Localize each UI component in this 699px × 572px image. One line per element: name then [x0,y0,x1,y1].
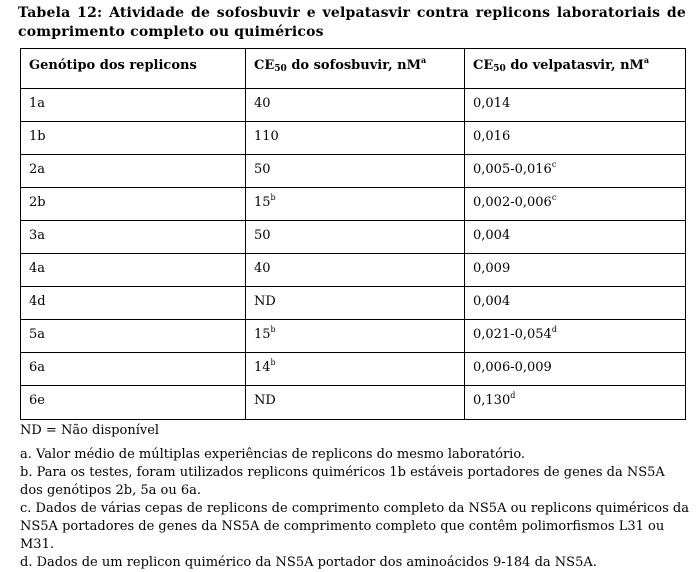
table-row [21,287,686,320]
velpatasvir-cell: 0,021-0,054$^d$ [465,320,686,353]
header-velpatasvir: $CE_{50}$ do velpatasvir, $nM^a$ [465,49,686,89]
table-row [21,122,686,155]
velpatasvir-cell: 0,004 [465,287,686,320]
footnote-b: b. Para os testes, foram utilizados replicons quiméricos 1b estáveis portadores de genes da NS5A dos genótipos 2b, 5a ou 6a. [20,465,665,498]
velpatasvir-cell: 0,016 [465,122,686,155]
table-row [21,254,686,287]
footnote-c: c. Dados de várias cepas de replicons de comprimento completo da NS5A ou replicons quiméricos da NS5A portadores de genes da NS5A de comprimento completo que contêm polimorfismos L31 ou M31. [20,501,689,552]
genotype-cell: 2b [21,188,246,221]
table-header-row [21,49,686,89]
table-row [21,386,686,420]
velpatasvir-cell: 0,006-0,009 [465,353,686,386]
table-caption: Tabela 12: Atividade de sofosbuvir e velpatasvir contra replicons laboratoriais de comprimento completo ou quiméricos [18,5,686,40]
genotype-cell: 4a [21,254,246,287]
genotype-cell: 6e [21,386,246,420]
sofosbuvir-cell: 40 [246,254,465,287]
velpatasvir-cell: 0,130$^d$ [465,386,686,420]
velpatasvir-cell: 0,005-0,016$^c$ [465,155,686,188]
table-row [21,188,686,221]
genotype-cell: 5a [21,320,246,353]
table-row [21,353,686,386]
genotype-cell: 4d [21,287,246,320]
table-row [21,155,686,188]
footnote-a: a. Valor médio de múltiplas experiências de replicons do mesmo laboratório. [20,447,526,462]
sofosbuvir-cell: ND [246,386,465,420]
genotype-cell: 1a [21,89,246,122]
velpatasvir-cell: 0,014 [465,89,686,122]
sofosbuvir-cell: 50 [246,155,465,188]
sofosbuvir-cell: 15$^b$ [246,188,465,221]
header-genotype: Genótipo dos replicons [21,49,246,89]
replicon-activity-table [20,48,686,420]
genotype-cell: 3a [21,221,246,254]
table-row [21,89,686,122]
velpatasvir-cell: 0,002-0,006$^c$ [465,188,686,221]
sofosbuvir-cell: 14$^b$ [246,353,465,386]
header-sofosbuvir: $CE_{50}$ do sofosbuvir, $nM^a$ [246,49,465,89]
footnotes [20,446,690,572]
sofosbuvir-cell: 40 [246,89,465,122]
table-row [21,221,686,254]
velpatasvir-cell: 0,009 [465,254,686,287]
nd-legend: ND = Não disponível [20,423,160,438]
footnote-d: d. Dados de um replicon quimérico da NS5A portador dos aminoácidos 9-184 da NS5A. [20,555,597,570]
genotype-cell: 1b [21,122,246,155]
sofosbuvir-cell: 110 [246,122,465,155]
genotype-cell: 2a [21,155,246,188]
sofosbuvir-cell: 15$^b$ [246,320,465,353]
velpatasvir-cell: 0,004 [465,221,686,254]
sofosbuvir-cell: ND [246,287,465,320]
table-row [21,320,686,353]
genotype-cell: 6a [21,353,246,386]
sofosbuvir-cell: 50 [246,221,465,254]
